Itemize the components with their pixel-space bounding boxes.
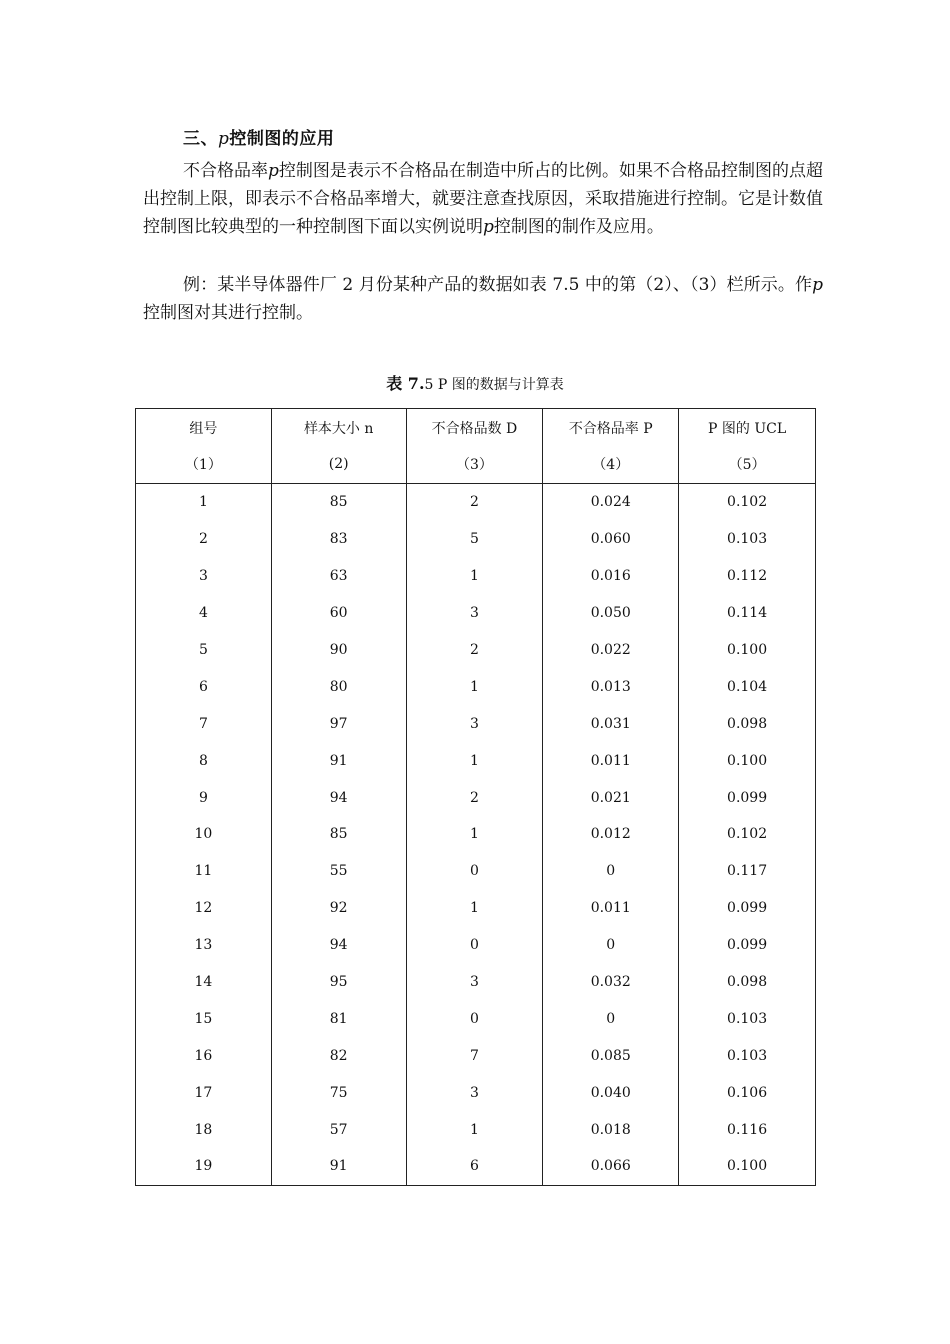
table-cell: 10 (136, 816, 272, 853)
table-cell: 9 (136, 779, 272, 816)
table-cell: 0.098 (679, 964, 816, 1001)
table-cell: 0.114 (679, 595, 816, 632)
table-cell: 97 (271, 705, 406, 742)
table-cell: 3 (406, 964, 543, 1001)
column-number: (2) (271, 445, 406, 484)
table-cell: 1 (406, 1111, 543, 1148)
table-cell: 17 (136, 1074, 272, 1111)
table-cell: 83 (271, 521, 406, 558)
table-row (136, 742, 816, 779)
table-body (136, 484, 816, 1186)
table-cell: 94 (271, 927, 406, 964)
table-cell: 0.031 (543, 705, 679, 742)
table-cell: 3 (406, 595, 543, 632)
table-row (136, 927, 816, 964)
table-cell: 15 (136, 1000, 272, 1037)
table-cell: 0.117 (679, 853, 816, 890)
table-cell: 0.024 (543, 484, 679, 521)
table-caption-number-tail: 5 (424, 377, 434, 393)
table-row (136, 853, 816, 890)
table-cell: 3 (406, 705, 543, 742)
table-caption (0, 371, 950, 394)
table-row (136, 705, 816, 742)
table-cell: 90 (271, 632, 406, 669)
table-cell: 2 (136, 521, 272, 558)
table-cell: 7 (136, 705, 272, 742)
table-cell: 63 (271, 558, 406, 595)
table-cell: 0.106 (679, 1074, 816, 1111)
example-text-2: 控制图对其进行控制。 (143, 303, 313, 323)
table-cell: 0.102 (679, 816, 816, 853)
table-cell: 14 (136, 964, 272, 1001)
table-cell: 0.116 (679, 1111, 816, 1148)
column-header: 不合格品率 P (543, 409, 679, 446)
table-row (136, 1111, 816, 1148)
table-caption-number: 表 7. (386, 374, 425, 393)
table-row (136, 595, 816, 632)
table-cell: 0.060 (543, 521, 679, 558)
table-subheader-row (136, 445, 816, 484)
table-cell: 0.112 (679, 558, 816, 595)
table-cell: 0.013 (543, 668, 679, 705)
table-cell: 0.099 (679, 927, 816, 964)
table-cell: 75 (271, 1074, 406, 1111)
table-cell: 5 (406, 521, 543, 558)
table-row (136, 558, 816, 595)
example-text-1: 例：某半导体器件厂 2 月份某种产品的数据如表 7.5 中的第（2）、（3）栏所示。作 (183, 275, 813, 295)
table-row (136, 1074, 816, 1111)
table-cell: 0 (406, 927, 543, 964)
table-cell: 57 (271, 1111, 406, 1148)
table-row (136, 890, 816, 927)
table-cell: 55 (271, 853, 406, 890)
intro-text-2: 控制图是表示不合格品在制造中所占的比例。如果不合格品控制图的点超出控制上限，即表示不合格品率增大，就要注意查找原因，采取措施进行控制。它是计数值控制图比较典型的一种控制图下面以实例说明 (143, 161, 823, 237)
table-row (136, 1037, 816, 1074)
table-cell: 2 (406, 779, 543, 816)
table-cell: 94 (271, 779, 406, 816)
table-row (136, 521, 816, 558)
table-cell: 0.098 (679, 705, 816, 742)
table-cell: 7 (406, 1037, 543, 1074)
heading-prefix: 三、 (183, 129, 218, 149)
column-header: P 图的 UCL (679, 409, 816, 446)
table-cell: 0.016 (543, 558, 679, 595)
table-cell: 0.011 (543, 742, 679, 779)
table-cell: 1 (406, 816, 543, 853)
table-row (136, 632, 816, 669)
table-cell: 4 (136, 595, 272, 632)
table-cell: 1 (406, 668, 543, 705)
intro-p-symbol-2: p (483, 217, 494, 237)
column-header: 不合格品数 D (406, 409, 543, 446)
intro-p-symbol-1: p (268, 161, 279, 181)
table-cell: 92 (271, 890, 406, 927)
table-cell: 8 (136, 742, 272, 779)
section-heading (183, 124, 334, 149)
intro-text-1: 不合格品率 (183, 161, 269, 181)
table-cell: 6 (406, 1148, 543, 1185)
table-cell: 2 (406, 484, 543, 521)
table-cell: 91 (271, 742, 406, 779)
table-cell: 0.103 (679, 1000, 816, 1037)
column-number: （4） (543, 445, 679, 484)
table-row (136, 964, 816, 1001)
table-row (136, 668, 816, 705)
table-cell: 12 (136, 890, 272, 927)
table-cell: 0 (543, 927, 679, 964)
heading-p-symbol: p (218, 129, 230, 149)
table-cell: 1 (406, 890, 543, 927)
table-cell: 1 (406, 742, 543, 779)
table-cell: 85 (271, 816, 406, 853)
table-row (136, 1000, 816, 1037)
table-cell: 95 (271, 964, 406, 1001)
table-row (136, 1148, 816, 1185)
intro-text-3: 控制图的制作及应用。 (493, 217, 664, 237)
table-cell: 0.050 (543, 595, 679, 632)
table-cell: 16 (136, 1037, 272, 1074)
table-cell: 0.085 (543, 1037, 679, 1074)
table-cell: 0.021 (543, 779, 679, 816)
table-cell: 0.022 (543, 632, 679, 669)
table-cell: 0.099 (679, 890, 816, 927)
table-cell: 0.011 (543, 890, 679, 927)
table-cell: 6 (136, 668, 272, 705)
column-number: （1） (136, 445, 272, 484)
table-cell: 82 (271, 1037, 406, 1074)
table-row (136, 484, 816, 521)
example-paragraph (143, 271, 823, 327)
table-cell: 3 (136, 558, 272, 595)
example-p-symbol: p (812, 275, 823, 295)
table-cell: 1 (406, 558, 543, 595)
column-number: （5） (679, 445, 816, 484)
heading-suffix: 控制图的应用 (229, 129, 335, 149)
table-caption-title: P 图的数据与计算表 (433, 377, 564, 393)
table-cell: 0.018 (543, 1111, 679, 1148)
table-cell: 3 (406, 1074, 543, 1111)
table-cell: 0 (543, 853, 679, 890)
table-cell: 0.032 (543, 964, 679, 1001)
table-cell: 0 (543, 1000, 679, 1037)
table-cell: 0.103 (679, 521, 816, 558)
table-cell: 91 (271, 1148, 406, 1185)
table-cell: 1 (136, 484, 272, 521)
p-chart-data-table (135, 408, 816, 1186)
table-cell: 0.104 (679, 668, 816, 705)
table-cell: 0.012 (543, 816, 679, 853)
table-cell: 18 (136, 1111, 272, 1148)
table-cell: 0.100 (679, 632, 816, 669)
table-cell: 5 (136, 632, 272, 669)
table-header-row (136, 409, 816, 446)
intro-paragraph (143, 157, 823, 241)
table-cell: 81 (271, 1000, 406, 1037)
table-cell: 13 (136, 927, 272, 964)
table-cell: 0.102 (679, 484, 816, 521)
table-cell: 11 (136, 853, 272, 890)
table-cell: 0.103 (679, 1037, 816, 1074)
table-row (136, 816, 816, 853)
table-cell: 0 (406, 1000, 543, 1037)
table-cell: 80 (271, 668, 406, 705)
table-cell: 85 (271, 484, 406, 521)
column-header: 组号 (136, 409, 272, 446)
table-cell: 0 (406, 853, 543, 890)
table-cell: 2 (406, 632, 543, 669)
table-cell: 19 (136, 1148, 272, 1185)
column-number: （3） (406, 445, 543, 484)
table-cell: 0.100 (679, 1148, 816, 1185)
table-cell: 0.100 (679, 742, 816, 779)
table-cell: 0.066 (543, 1148, 679, 1185)
table-cell: 0.040 (543, 1074, 679, 1111)
column-header: 样本大小 n (271, 409, 406, 446)
table-row (136, 779, 816, 816)
table-cell: 0.099 (679, 779, 816, 816)
table-cell: 60 (271, 595, 406, 632)
